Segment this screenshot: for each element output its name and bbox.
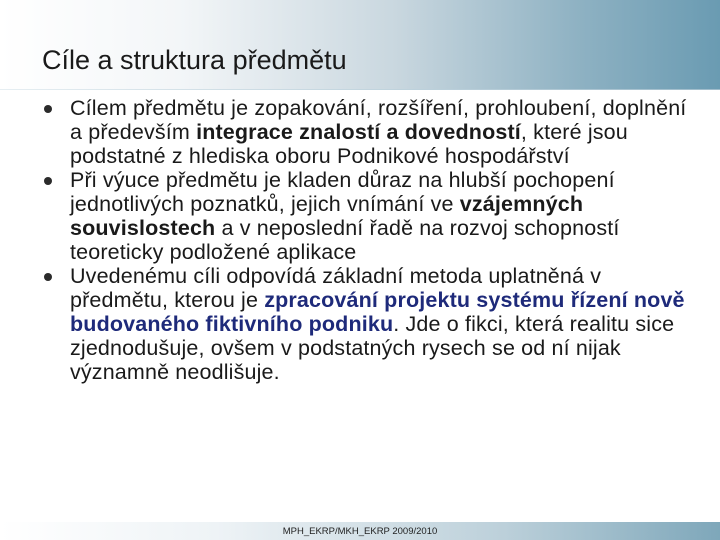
bullet-text: a v neposlední řadě na rozvoj schopností teoreticky podložené aplikace — [70, 216, 620, 264]
bullet-dot-icon — [44, 177, 52, 185]
bullet-emphasis: integrace znalostí a dovedností — [196, 120, 521, 144]
bullet-text: Cílem předmětu je zopakování, rozšíření, prohloubení, doplnění a především — [70, 96, 687, 144]
bullet-text: Při výuce předmětu je kladen důraz na hlubší pochopení jednotlivých poznatků, jejich vnímání ve — [70, 168, 615, 216]
footer-course-code: MPH_EKRP/MKH_EKRP 2009/2010 — [282, 526, 438, 537]
bullet-emphasis-highlight: zpracování projektu systému řízení nově budovaného fiktivního podniku — [70, 288, 685, 336]
bullet-emphasis: vzájemných souvislostech — [70, 192, 584, 240]
bullet-text: , které jsou podstatné z hlediska oboru Podnikové hospodářství — [70, 120, 628, 168]
bullet-text: . Jde o fikci, která realitu sice zjednodušuje, ovšem v podstatných rysech se od ní nijak významně neodlišuje. — [70, 312, 675, 384]
header-divider — [0, 89, 720, 90]
bullet-list — [44, 96, 704, 384]
bullet-dot-icon — [44, 273, 52, 281]
slide-title: Cíle a struktura předmětu — [42, 45, 347, 75]
bullet-dot-icon — [44, 105, 52, 113]
bullet-text: Uvedenému cíli odpovídá základní metoda uplatněná v předmětu, kterou je — [70, 264, 602, 312]
bullet-item-goal — [44, 96, 704, 168]
bullet-item-method — [44, 264, 704, 384]
bullet-item-emphasis — [44, 168, 704, 264]
